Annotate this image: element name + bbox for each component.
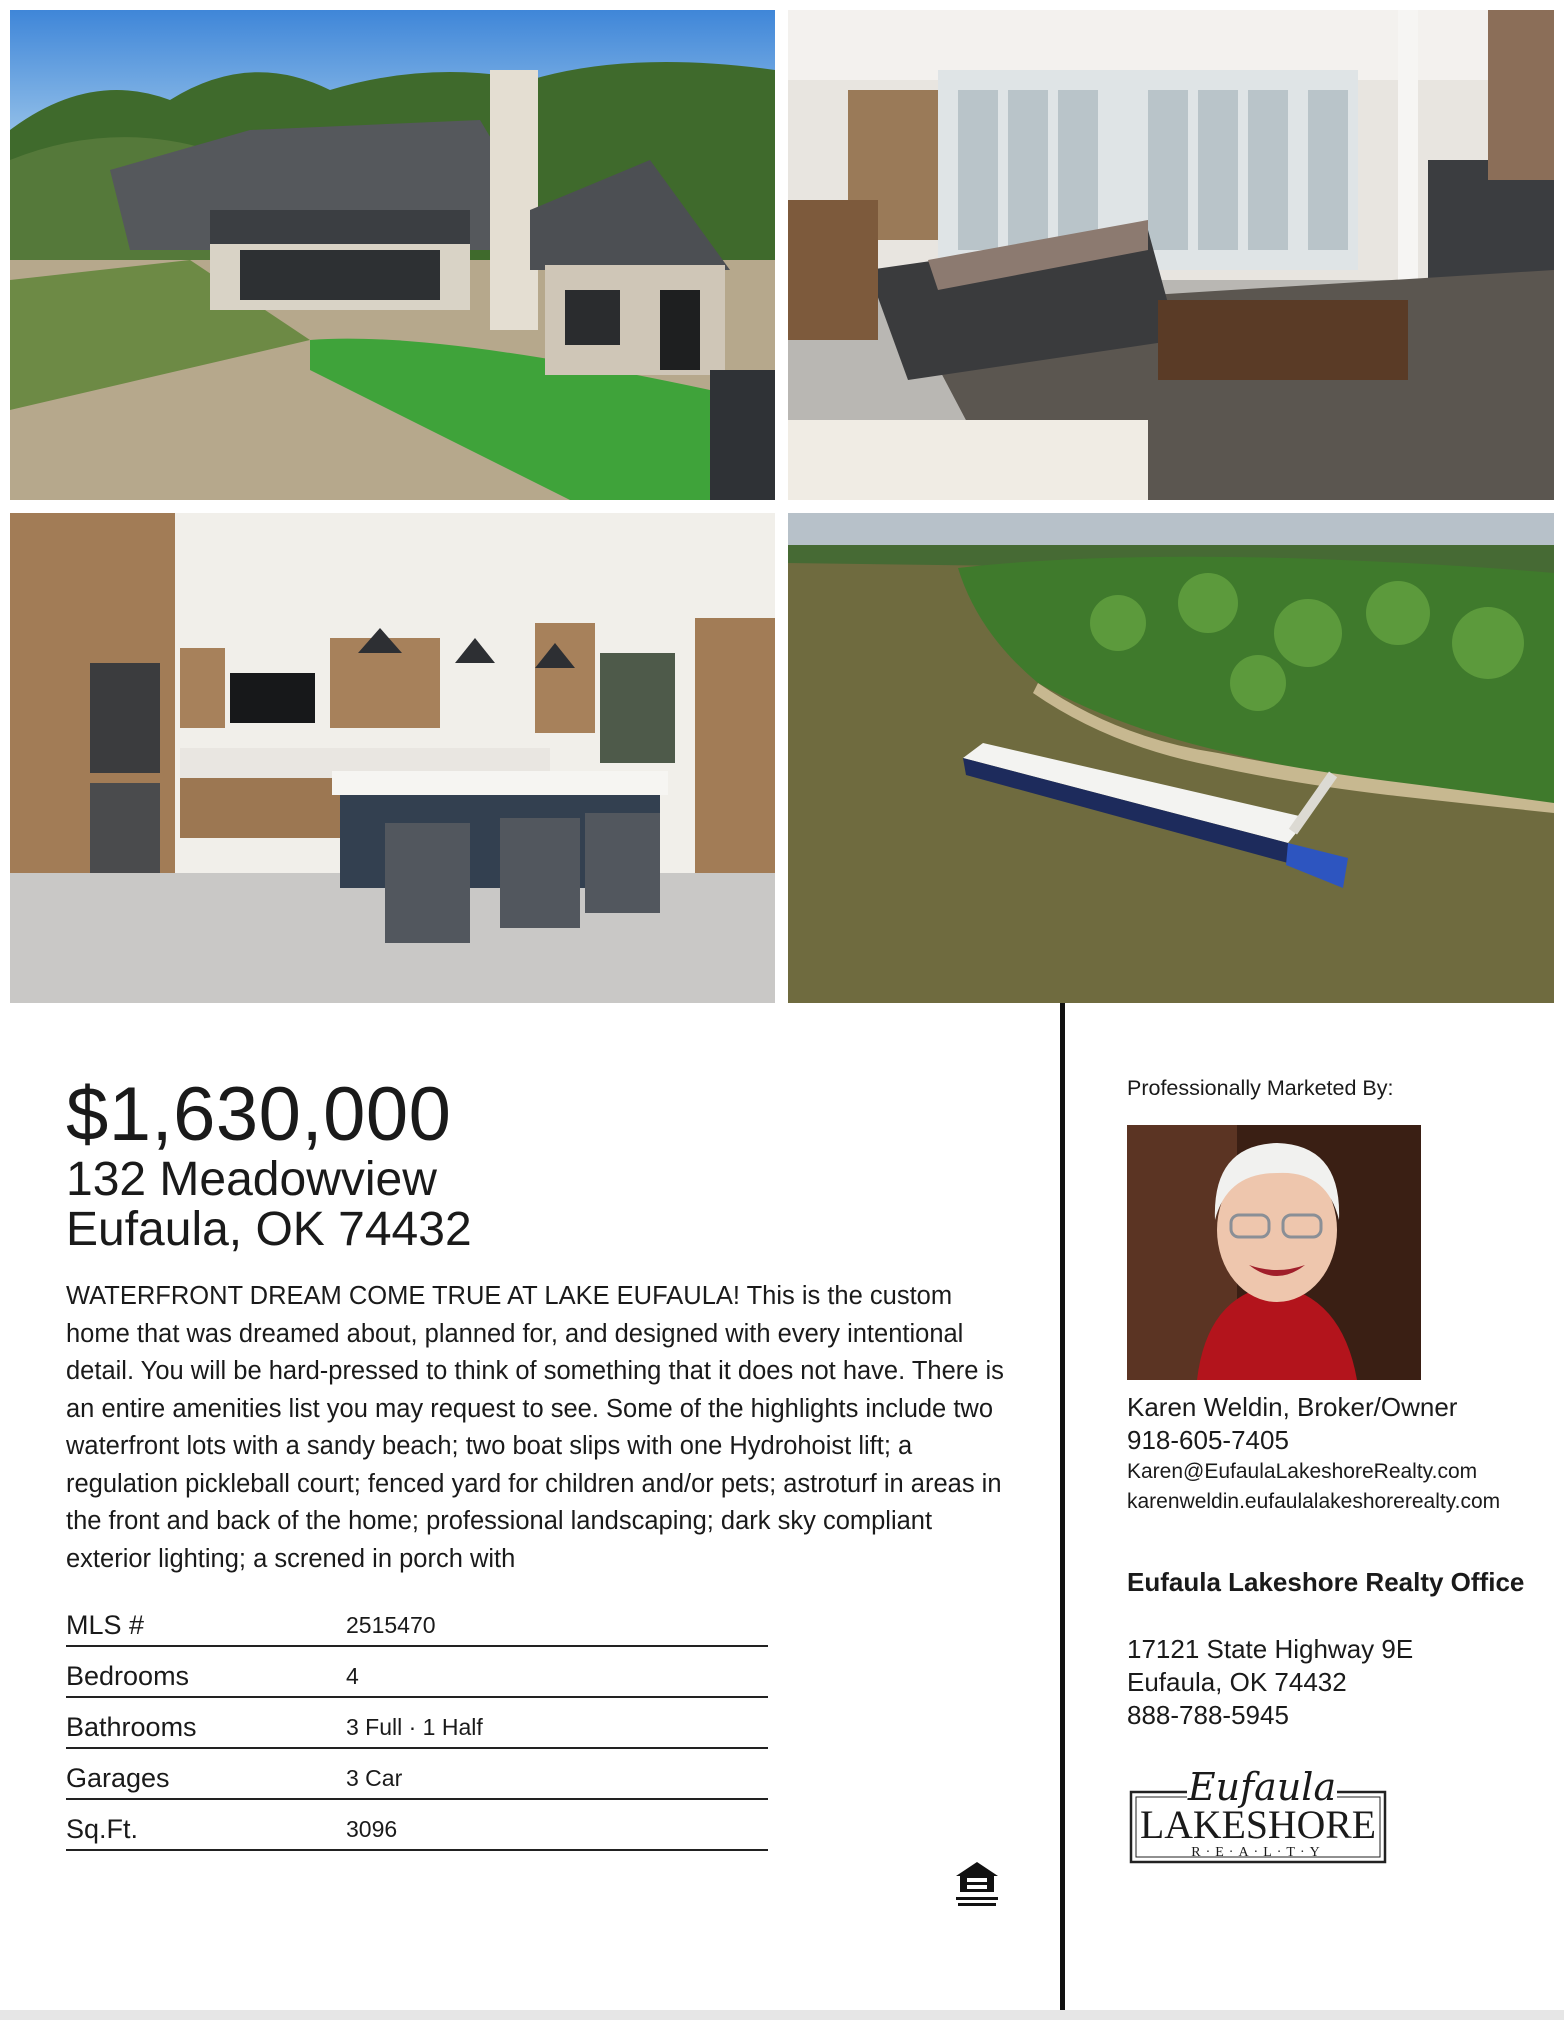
column-divider — [1060, 1003, 1065, 2010]
logo-main-text: LAKESHORE — [1140, 1802, 1376, 1847]
photo-living-room — [788, 10, 1554, 500]
photo-kitchen — [10, 513, 775, 1003]
agent-email[interactable]: Karen@EufaulaLakeshoreRealty.com — [1127, 1460, 1478, 1483]
photo-exterior — [10, 10, 775, 500]
fact-row-garages — [66, 1751, 768, 1800]
agent-photo — [1127, 1125, 1421, 1380]
marketed-by-label: Professionally Marketed By: — [1127, 1076, 1394, 1100]
facts-table — [66, 1598, 768, 1853]
brokerage-logo — [1127, 1760, 1389, 1868]
photo-lake — [788, 513, 1554, 1003]
logo-script-text: Eufaula — [1187, 1765, 1337, 1809]
fact-row-bathrooms — [66, 1700, 768, 1749]
listing-price: $1,630,000 — [66, 1072, 452, 1157]
fact-value: 2515470 — [346, 1612, 436, 1638]
fact-value: 3096 — [346, 1816, 398, 1842]
fact-value: 4 — [346, 1663, 359, 1689]
office-phone[interactable]: 888-788-5945 — [1127, 1700, 1289, 1730]
fact-value: 3 Full · 1 Half — [346, 1714, 483, 1740]
office-address-line-1: 17121 State Highway 9E — [1127, 1634, 1414, 1664]
page-bottom-band — [0, 2010, 1564, 2020]
listing-description: WATERFRONT DREAM COME TRUE AT LAKE EUFAULA! This is the custom home that was dreamed about, planned for, and designed with every intentional detail. You will be hard-pressed to think of something that it does not have. There is an entire amenities list you may request to see. Some of the highlights include two waterfront lots with a sandy beach; two boat slips with one Hydrohoist lift; a regulation pickleball court; fenced yard for children and/or pets; astroturf in areas in the front and back of the home; professional landscaping; dark sky compliant exterior lighting; a screned in porch with — [66, 1282, 1004, 1573]
fact-label: Bedrooms — [66, 1661, 190, 1691]
fact-label: Bathrooms — [66, 1712, 197, 1742]
equal-housing-icon — [952, 1858, 1002, 1910]
fact-label: Garages — [66, 1763, 170, 1793]
fact-row-bedrooms — [66, 1649, 768, 1698]
fact-label: MLS # — [66, 1610, 145, 1640]
fact-row-mls — [66, 1598, 768, 1647]
fact-row-sqft — [66, 1802, 768, 1851]
logo-sub-text: R·E·A·L·T·Y — [1191, 1845, 1325, 1860]
agent-website[interactable]: karenweldin.eufaulalakeshorerealty.com — [1127, 1490, 1501, 1513]
agent-phone[interactable]: 918-605-7405 — [1127, 1425, 1289, 1455]
office-name: Eufaula Lakeshore Realty Office — [1127, 1567, 1525, 1597]
fact-value: 3 Car — [346, 1765, 403, 1791]
fact-label: Sq.Ft. — [66, 1814, 139, 1844]
address-line-1: 132 Meadowview — [66, 1153, 437, 1206]
address-line-2: Eufaula, OK 74432 — [66, 1203, 472, 1256]
office-address-line-2: Eufaula, OK 74432 — [1127, 1667, 1347, 1697]
agent-name: Karen Weldin, Broker/Owner — [1127, 1392, 1458, 1422]
